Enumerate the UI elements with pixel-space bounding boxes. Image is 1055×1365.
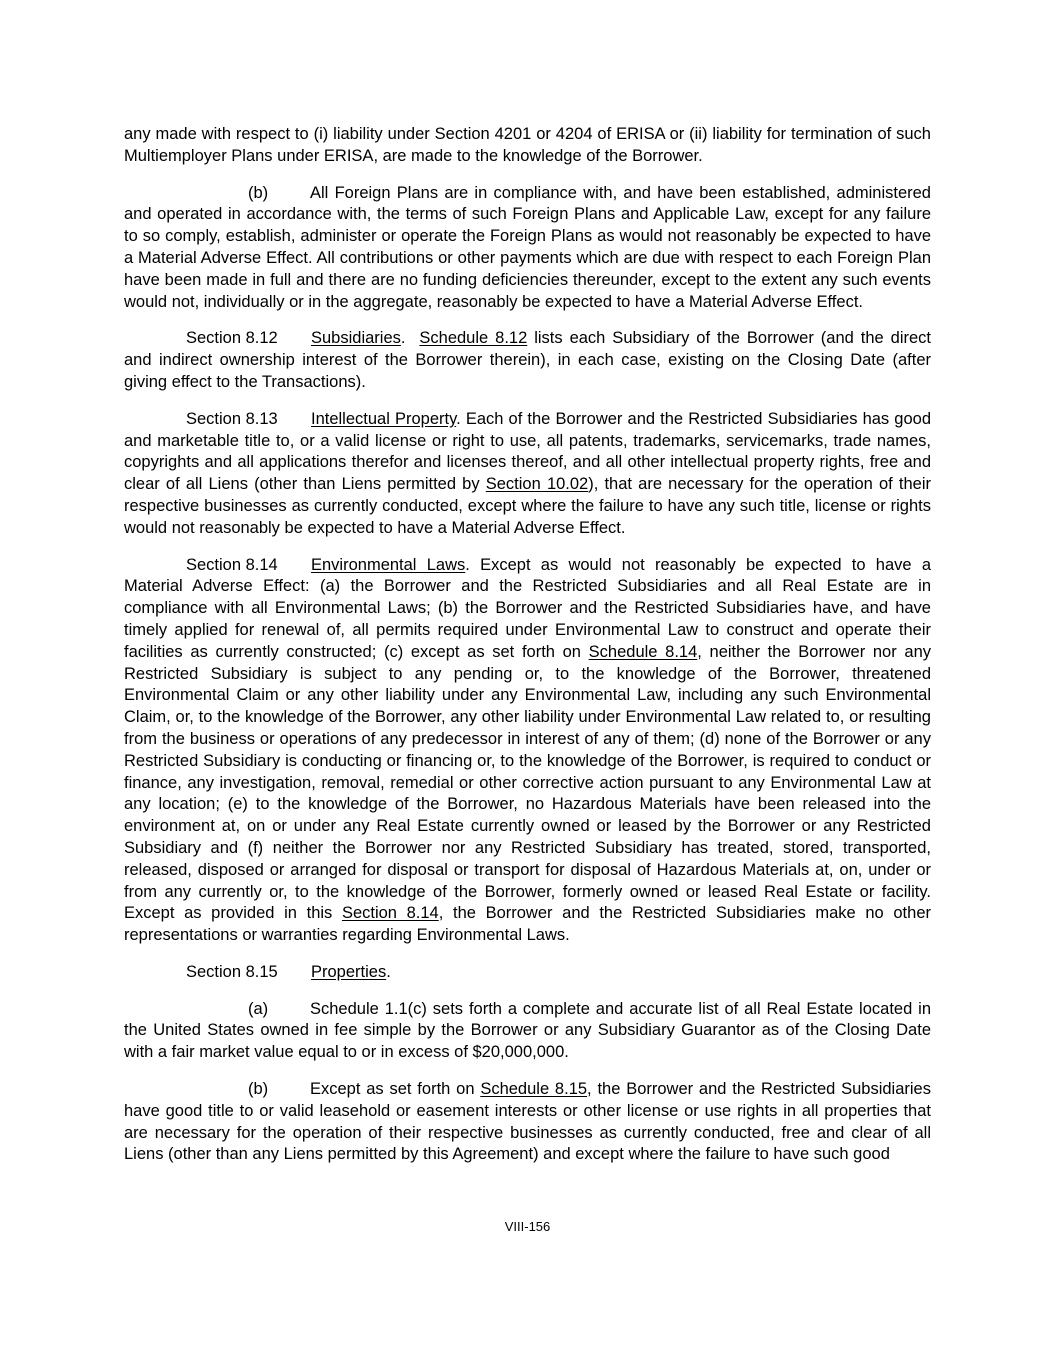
page-number: VIII-156 [504, 1219, 551, 1234]
section-heading: Environmental Laws [311, 555, 466, 574]
document-body [124, 124, 931, 1181]
paragraph-8-15-a: (a) Schedule 1.1(c) sets forth a complete and accurate list of all Real Estate located in the United States owned in fee simple by the Borrower or any Subsidiary Guarantor as of the Closing Date with a fair market value equal to or in excess of $20,000,000. [124, 999, 931, 1062]
section-heading: Properties [311, 962, 387, 981]
section-8-13: Section 8.13 Intellectual Property. Each of the Borrower and the Restricted Subsidiaries has good and marketable title to, or a valid license or right to use, all patents, trademarks, servicemarks, trade names, copyrights and all applications therefor and licenses thereof, and all other intellectual property rights, free and clear of all Liens (other than Liens permitted by Section 10.02), that are necessary for the operation of their respective businesses as currently conducted, except where the failure to have any such title, license or rights would not reasonably be expected to have a Material Adverse Effect. [124, 409, 931, 537]
section-8-12: Section 8.12 Subsidiaries. Schedule 8.12 lists each Subsidiary of the Borrower (and the direct and indirect ownership interest of the Borrower therein), in each case, existing on the Closing Date (after giving effect to the Transactions). [124, 329, 931, 391]
cross-reference: Schedule 8.12 [419, 329, 528, 348]
clause-label: (b) [248, 1080, 269, 1099]
section-8-15: Section 8.15 Properties. [124, 962, 931, 984]
section-number: Section 8.14 [186, 555, 278, 574]
paragraph-8-11-b: (b) All Foreign Plans are in compliance with, and have been established, administered and operated in accordance with, the terms of such Foreign Plans and Applicable Law, except for any failure to so comply, establish, administer or operate the Foreign Plans as would not reasonably be expected to have a Material Adverse Effect. All contributions or other payments which are due with respect to each Foreign Plan have been made in full and there are no funding deficiencies thereunder, except to the extent any such events would not, individually or in the aggregate, reasonably be expected to have a Material Adverse Effect. [124, 183, 931, 311]
cross-reference: Schedule 8.14 [588, 642, 698, 661]
continuation-paragraph: any made with respect to (i) liability under Section 4201 or 4204 of ERISA or (ii) liability for termination of such Multiemployer Plans under ERISA, are made to the knowledge of the Borrower. [124, 125, 931, 165]
clause-label: (a) [248, 999, 269, 1018]
cross-reference: Section 8.14 [341, 904, 439, 923]
section-number: Section 8.12 [186, 329, 278, 348]
cross-reference: Schedule 8.15 [480, 1080, 588, 1099]
section-8-14: Section 8.14 Environmental Laws. Except as would not reasonably be expected to have a Material Adverse Effect: (a) the Borrower and the Restricted Subsidiaries and all Real Estate are in compliance with all Environmental Laws; (b) the Borrower and the Restricted Subsidiaries have, and have timely applied for renewal of, all permits required under Environmental Law to construct and operate their facilities as currently constructed; (c) except as set forth on Schedule 8.14, neither the Borrower nor any Restricted Subsidiary is subject to any pending or, to the knowledge of the Borrower, threatened Environmental Claim or any other liability under any Environmental Law, including any such Environmental Claim, or, to the knowledge of the Borrower, any other liability under Environmental Law related to, or resulting from the business or operations of any predecessor in interest of any of them; (d) none of the Borrower or any Restricted Subsidiary is conducting or financing or, to the knowledge of the Borrower, is required to conduct or finance, any investigation, removal, remedial or other corrective action pursuant to any Environmental Law at any location; (e) to the knowledge of the Borrower, no Hazardous Materials have been released into the environment at, on or under any Real Estate currently owned or leased by the Borrower or any Restricted Subsidiary and (f) neither the Borrower nor any Restricted Subsidiary has treated, stored, transported, released, disposed or arranged for disposal or transport for disposal of Hazardous Materials at, on, under or from any currently or, to the knowledge of the Borrower, formerly owned or leased Real Estate or facility. Except as provided in this Section 8.14, the Borrower and the Restricted Subsidiaries make no other representations or warranties regarding Environmental Laws. [124, 555, 931, 945]
clause-label: (b) [248, 183, 269, 202]
section-heading: Subsidiaries [311, 329, 401, 348]
paragraph-8-15-b: (b) Except as set forth on Schedule 8.15, the Borrower and the Restricted Subsidiaries have good title to or valid leasehold or easement interests or other license or use rights in all properties that are necessary for the operation of their respective businesses as currently conducted, free and clear of all Liens (other than any Liens permitted by this Agreement) and except where the failure to have such good [124, 1080, 931, 1164]
cross-reference: Section 10.02 [485, 475, 589, 494]
section-number: Section 8.13 [186, 409, 278, 428]
section-heading: Intellectual Property [311, 409, 457, 428]
section-number: Section 8.15 [186, 962, 278, 981]
